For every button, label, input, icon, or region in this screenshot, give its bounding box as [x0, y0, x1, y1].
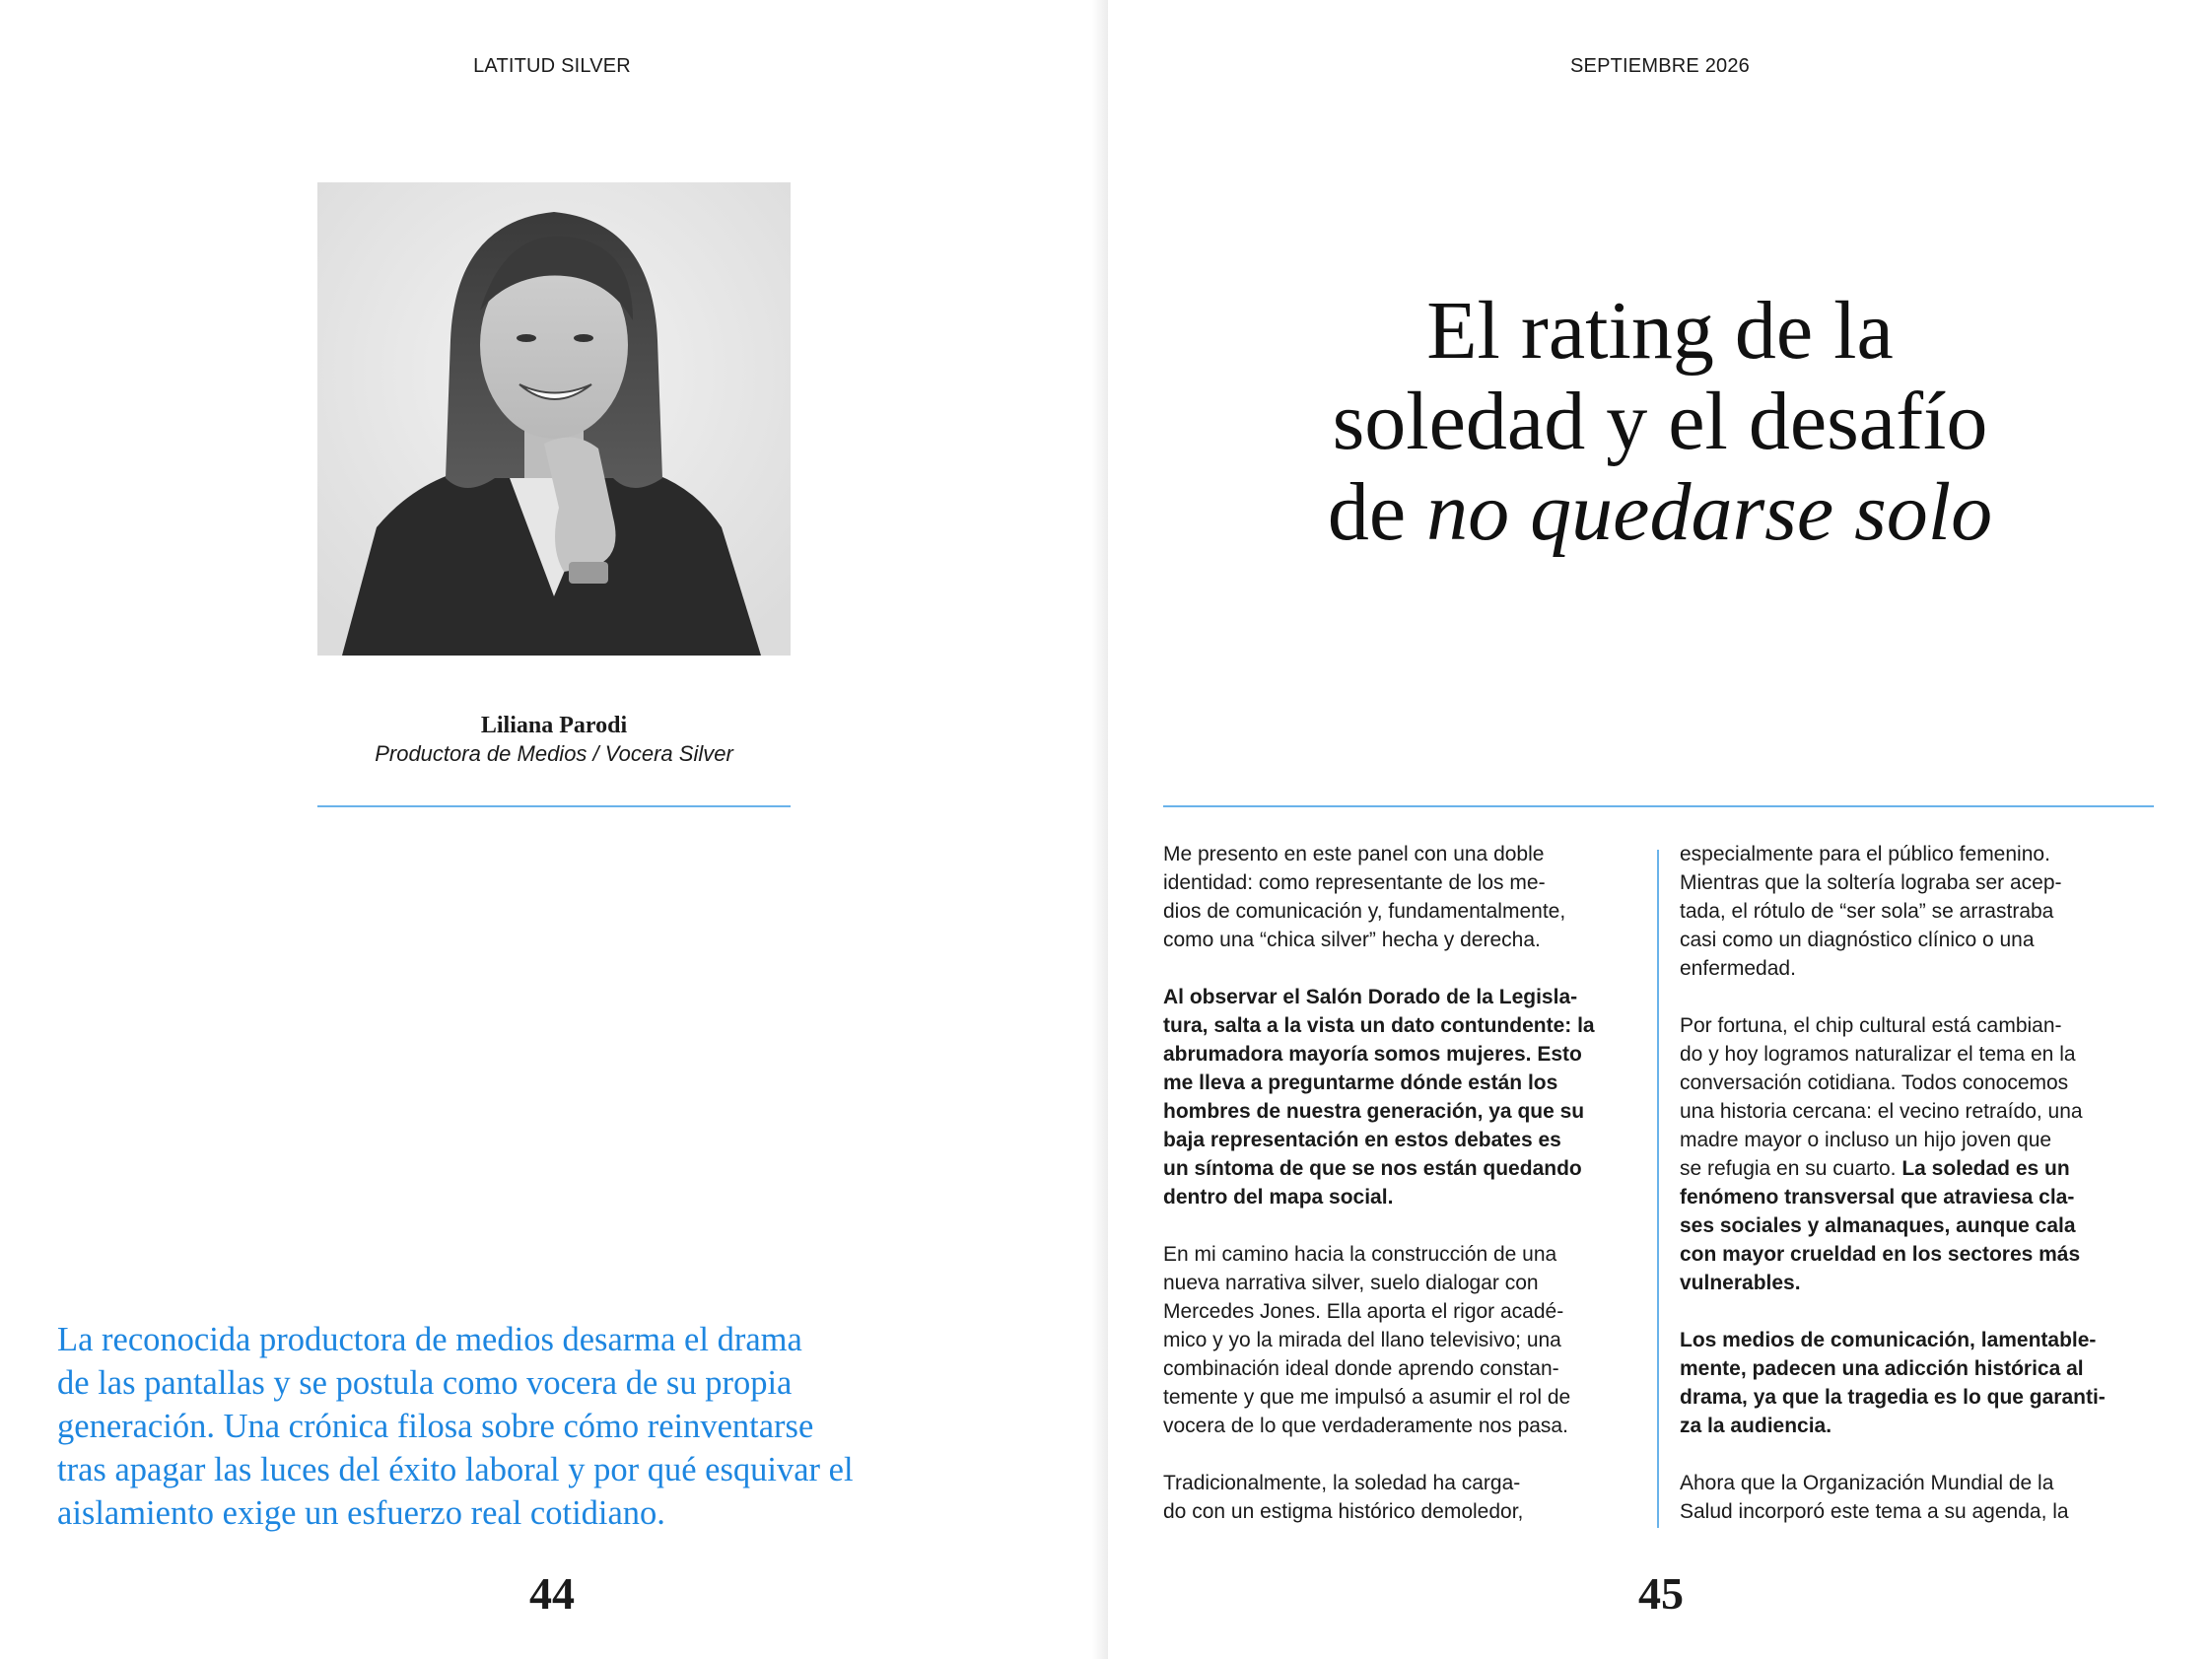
text-line: conversación cotidiana. Todos conocemos: [1680, 1071, 2069, 1094]
lede-line: aislamiento exige un esfuerzo real cotidiano.: [57, 1494, 665, 1532]
text-line: Mercedes Jones. Ella aporta el rigor acadé-: [1163, 1300, 1564, 1323]
body-paragraph: [1680, 1469, 2163, 1526]
text-line: enfermedad.: [1680, 957, 1796, 980]
text-line: dentro del mapa social.: [1163, 1186, 1394, 1209]
text-line: temente y que me impulsó a asumir el rol de: [1163, 1386, 1571, 1409]
text-line: me lleva a preguntarme dónde están los: [1163, 1071, 1558, 1094]
column-divider: [1657, 850, 1659, 1528]
byline-name: Liliana Parodi: [480, 713, 628, 738]
text-line: fenómeno transversal que atraviesa cla-: [1680, 1186, 2075, 1209]
body-column-1: [1163, 840, 1646, 1555]
divider-rule: [1163, 805, 2154, 807]
portrait-photo: [317, 182, 791, 656]
page-number-left: 44: [529, 1568, 575, 1619]
text-line: dios de comunicación y, fundamentalmente,: [1163, 900, 1566, 923]
portrait-illustration: [317, 182, 791, 656]
headline-line: soledad y el desafío: [1332, 376, 1988, 467]
headline-line: El rating de la: [1426, 285, 1894, 377]
article-headline: [1108, 286, 2212, 558]
text-line: do con un estigma histórico demoledor,: [1163, 1500, 1524, 1523]
right-page: [1108, 0, 2212, 1659]
text-line: En mi camino hacia la construcción de una: [1163, 1243, 1557, 1266]
byline-role: Productora de Medios / Vocera Silver: [375, 741, 733, 766]
text-line: como una “chica silver” hecha y derecha.: [1163, 929, 1541, 951]
body-paragraph: [1163, 840, 1646, 954]
text-line: Al observar el Salón Dorado de la Legisla-: [1163, 986, 1578, 1008]
lede-paragraph: [57, 1318, 1053, 1535]
text-line: abrumadora mayoría somos mujeres. Esto: [1163, 1043, 1582, 1066]
text-line: especialmente para el público femenino.: [1680, 843, 2050, 865]
text-line: Ahora que la Organización Mundial de la: [1680, 1472, 2054, 1494]
text-line: vocera de lo que verdaderamente nos pasa.: [1163, 1415, 1568, 1437]
headline-plain: de: [1327, 466, 1427, 558]
text-line: tura, salta a la vista un dato contundente: la: [1163, 1014, 1595, 1037]
text-line: identidad: como representante de los me-: [1163, 871, 1546, 894]
lede-line: tras apagar las luces del éxito laboral y por qué esquivar el: [57, 1451, 854, 1488]
text-line: baja representación en estos debates es: [1163, 1129, 1561, 1151]
text-line: Tradicionalmente, la soledad ha carga-: [1163, 1472, 1521, 1494]
text-line: mente, padecen una adicción histórica al: [1680, 1357, 2084, 1380]
text-plain: se refugia en su cuarto.: [1680, 1157, 1902, 1180]
divider-rule: [317, 805, 791, 807]
body-paragraph: [1680, 840, 2163, 983]
headline-line: [1108, 467, 2212, 558]
text-line: un síntoma de que se nos están quedando: [1163, 1157, 1582, 1180]
running-head-left: LATITUD SILVER: [473, 55, 631, 77]
left-page: [0, 0, 1104, 1659]
body-paragraph: [1163, 1240, 1646, 1440]
text-line: vulnerables.: [1680, 1272, 1801, 1294]
text-line: ses sociales y almanaques, aunque cala: [1680, 1214, 2076, 1237]
text-line: mico y yo la mirada del llano televisivo; una: [1163, 1329, 1561, 1351]
lede-line: La reconocida productora de medios desarma el drama: [57, 1321, 802, 1358]
body-paragraph: [1163, 1469, 1646, 1526]
text-line: drama, ya que la tragedia es lo que garanti-: [1680, 1386, 2106, 1409]
text-line: do y hoy logramos naturalizar el tema en la: [1680, 1043, 2076, 1066]
text-line-mixed: [1680, 1154, 2163, 1183]
text-bold: La soledad es un: [1901, 1157, 2070, 1180]
text-line: Salud incorporó este tema a su agenda, la: [1680, 1500, 2069, 1523]
page-number-right: 45: [1638, 1568, 1684, 1619]
text-line: nueva narrativa silver, suelo dialogar con: [1163, 1272, 1539, 1294]
lede-line: de las pantallas y se postula como vocera de su propia: [57, 1364, 793, 1402]
text-line: madre mayor o incluso un hijo joven que: [1680, 1129, 2052, 1151]
text-line: combinación ideal donde aprendo constan-: [1163, 1357, 1559, 1380]
body-paragraph-bold: [1680, 1326, 2163, 1440]
text-line: tada, el rótulo de “ser sola” se arrastraba: [1680, 900, 2054, 923]
text-line: casi como un diagnóstico clínico o una: [1680, 929, 2035, 951]
body-paragraph-bold: [1163, 983, 1646, 1211]
text-line: za la audiencia.: [1680, 1415, 1832, 1437]
text-line: Los medios de comunicación, lamentable-: [1680, 1329, 2097, 1351]
text-line: con mayor crueldad en los sectores más: [1680, 1243, 2081, 1266]
text-line: Me presento en este panel con una doble: [1163, 843, 1545, 865]
lede-line: generación. Una crónica filosa sobre cómo reinventarse: [57, 1408, 814, 1445]
running-head-right: SEPTIEMBRE 2026: [1570, 55, 1750, 77]
text-line: hombres de nuestra generación, ya que su: [1163, 1100, 1585, 1123]
headline-italic: no quedarse solo: [1426, 466, 1993, 558]
text-line: Por fortuna, el chip cultural está cambian-: [1680, 1014, 2062, 1037]
text-line: una historia cercana: el vecino retraído, una: [1680, 1100, 2083, 1123]
body-paragraph: [1680, 1011, 2163, 1297]
body-column-2: [1680, 840, 2163, 1555]
text-line: Mientras que la soltería lograba ser acep-: [1680, 871, 2062, 894]
